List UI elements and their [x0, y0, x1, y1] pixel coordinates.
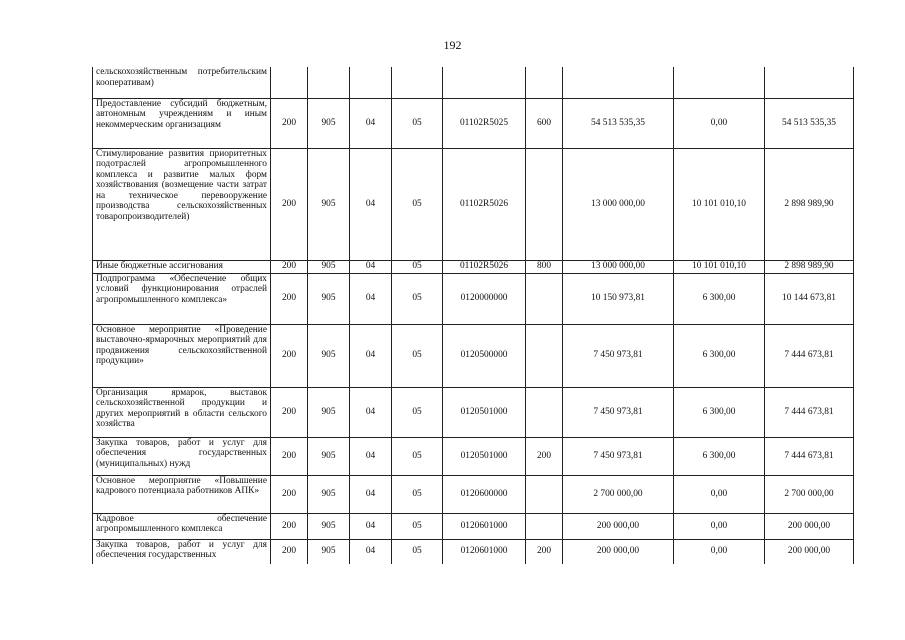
cell-col5: 0120501000 [443, 387, 526, 437]
cell-col7: 54 513 535,35 [563, 98, 674, 148]
cell-col6: 800 [526, 260, 563, 273]
cell-col1: 200 [271, 387, 308, 437]
cell-col1: 200 [271, 437, 308, 475]
cell-col8: 0,00 [674, 475, 765, 513]
cell-col6 [526, 148, 563, 260]
cell-col3: 04 [350, 260, 392, 273]
cell-col3: 04 [350, 324, 392, 387]
cell-col4 [392, 67, 443, 98]
table-row [93, 324, 854, 387]
cell-col2: 905 [308, 273, 350, 324]
cell-col5: 0120000000 [443, 273, 526, 324]
cell-col4: 05 [392, 475, 443, 513]
table-row [93, 539, 854, 564]
cell-col8 [674, 67, 765, 98]
table-row [93, 387, 854, 437]
cell-col5: 0120500000 [443, 324, 526, 387]
cell-col9: 7 444 673,81 [765, 437, 854, 475]
cell-col7: 200 000,00 [563, 513, 674, 539]
cell-col4: 05 [392, 539, 443, 564]
row-name: Закупка товаров, работ и услуг для обеспечения государственных [93, 539, 271, 564]
row-name: Предоставление субсидий бюджетным, автономным учреждениям и иным некоммерческим организациям [93, 98, 271, 148]
page-number: 192 [443, 38, 462, 52]
cell-col8: 6 300,00 [674, 437, 765, 475]
cell-col4: 05 [392, 437, 443, 475]
cell-col4: 05 [392, 324, 443, 387]
cell-col8: 10 101 010,10 [674, 260, 765, 273]
row-name: сельскохозяйственным потребительским кооперативам) [93, 67, 271, 98]
cell-col5: 0120601000 [443, 539, 526, 564]
table-row [93, 98, 854, 148]
cell-col8: 0,00 [674, 513, 765, 539]
cell-col6 [526, 67, 563, 98]
row-name: Основное мероприятие «Повышение кадрового потенциала работников АПК» [93, 475, 271, 513]
cell-col1: 200 [271, 324, 308, 387]
table-row [93, 273, 854, 324]
cell-col4: 05 [392, 387, 443, 437]
cell-col8: 0,00 [674, 98, 765, 148]
cell-col3: 04 [350, 513, 392, 539]
cell-col5: 0120600000 [443, 475, 526, 513]
row-name: Иные бюджетные ассигнования [93, 260, 271, 273]
cell-col6: 200 [526, 539, 563, 564]
cell-col6: 200 [526, 437, 563, 475]
cell-col3: 04 [350, 539, 392, 564]
cell-col9 [765, 67, 854, 98]
cell-col7: 2 700 000,00 [563, 475, 674, 513]
cell-col7 [563, 67, 674, 98]
cell-col9: 200 000,00 [765, 513, 854, 539]
cell-col1: 200 [271, 475, 308, 513]
row-name: Основное мероприятие «Проведение выставочно-ярмарочных мероприятий для продвижения сельскохозяйственной продукции» [93, 324, 271, 387]
cell-col5: 01102R5026 [443, 260, 526, 273]
table-row [93, 67, 854, 98]
cell-col1: 200 [271, 273, 308, 324]
cell-col2 [308, 67, 350, 98]
table-row [93, 475, 854, 513]
cell-col1: 200 [271, 539, 308, 564]
table-row [93, 513, 854, 539]
cell-col2: 905 [308, 513, 350, 539]
cell-col8: 10 101 010,10 [674, 148, 765, 260]
cell-col1: 200 [271, 260, 308, 273]
cell-col9: 200 000,00 [765, 539, 854, 564]
cell-col6 [526, 324, 563, 387]
cell-col3: 04 [350, 273, 392, 324]
cell-col9: 2 898 989,90 [765, 260, 854, 273]
row-name: Закупка товаров, работ и услуг для обеспечения государственных (муниципальных) нужд [93, 437, 271, 475]
cell-col9: 7 444 673,81 [765, 324, 854, 387]
cell-col9: 7 444 673,81 [765, 387, 854, 437]
cell-col4: 05 [392, 98, 443, 148]
cell-col7: 7 450 973,81 [563, 324, 674, 387]
cell-col1: 200 [271, 98, 308, 148]
cell-col3: 04 [350, 475, 392, 513]
cell-col7: 200 000,00 [563, 539, 674, 564]
cell-col2: 905 [308, 148, 350, 260]
cell-col4: 05 [392, 273, 443, 324]
row-name: Организация ярмарок, выставок сельскохозяйственной продукции и других мероприятий в области сельского хозяйства [93, 387, 271, 437]
cell-col8: 6 300,00 [674, 324, 765, 387]
table-row [93, 148, 854, 260]
cell-col2: 905 [308, 324, 350, 387]
cell-col6 [526, 513, 563, 539]
table-row [93, 260, 854, 273]
cell-col6 [526, 475, 563, 513]
budget-table [92, 67, 854, 564]
cell-col6 [526, 387, 563, 437]
cell-col8: 6 300,00 [674, 387, 765, 437]
cell-col2: 905 [308, 260, 350, 273]
cell-col6 [526, 273, 563, 324]
row-name: Подпрограмма «Обеспечение общих условий функционирования отраслей агропромышленного комплекса» [93, 273, 271, 324]
cell-col3: 04 [350, 148, 392, 260]
cell-col9: 10 144 673,81 [765, 273, 854, 324]
cell-col5: 01102R5025 [443, 98, 526, 148]
cell-col7: 10 150 973,81 [563, 273, 674, 324]
cell-col1: 200 [271, 513, 308, 539]
cell-col3: 04 [350, 387, 392, 437]
table-row [93, 437, 854, 475]
cell-col4: 05 [392, 148, 443, 260]
cell-col4: 05 [392, 513, 443, 539]
cell-col3: 04 [350, 98, 392, 148]
cell-col9: 2 700 000,00 [765, 475, 854, 513]
cell-col2: 905 [308, 539, 350, 564]
cell-col1 [271, 67, 308, 98]
cell-col4: 05 [392, 260, 443, 273]
cell-col5 [443, 67, 526, 98]
cell-col1: 200 [271, 148, 308, 260]
cell-col2: 905 [308, 387, 350, 437]
cell-col5: 0120601000 [443, 513, 526, 539]
cell-col8: 0,00 [674, 539, 765, 564]
cell-col2: 905 [308, 437, 350, 475]
cell-col7: 7 450 973,81 [563, 437, 674, 475]
cell-col2: 905 [308, 98, 350, 148]
cell-col9: 2 898 989,90 [765, 148, 854, 260]
cell-col7: 13 000 000,00 [563, 148, 674, 260]
cell-col8: 6 300,00 [674, 273, 765, 324]
cell-col7: 13 000 000,00 [563, 260, 674, 273]
cell-col9: 54 513 535,35 [765, 98, 854, 148]
cell-col3: 04 [350, 437, 392, 475]
row-name: Кадровое обеспечение агропромышленного комплекса [93, 513, 271, 539]
row-name: Стимулирование развития приоритетных подотраслей агропромышленного комплекса и развитие малых форм хозяйствования (возмещение части затрат на техническое перевооружение производства сельскохозяйственных товаропроизводителей) [93, 148, 271, 260]
cell-col7: 7 450 973,81 [563, 387, 674, 437]
cell-col5: 01102R5026 [443, 148, 526, 260]
cell-col2: 905 [308, 475, 350, 513]
cell-col3 [350, 67, 392, 98]
cell-col6: 600 [526, 98, 563, 148]
cell-col5: 0120501000 [443, 437, 526, 475]
